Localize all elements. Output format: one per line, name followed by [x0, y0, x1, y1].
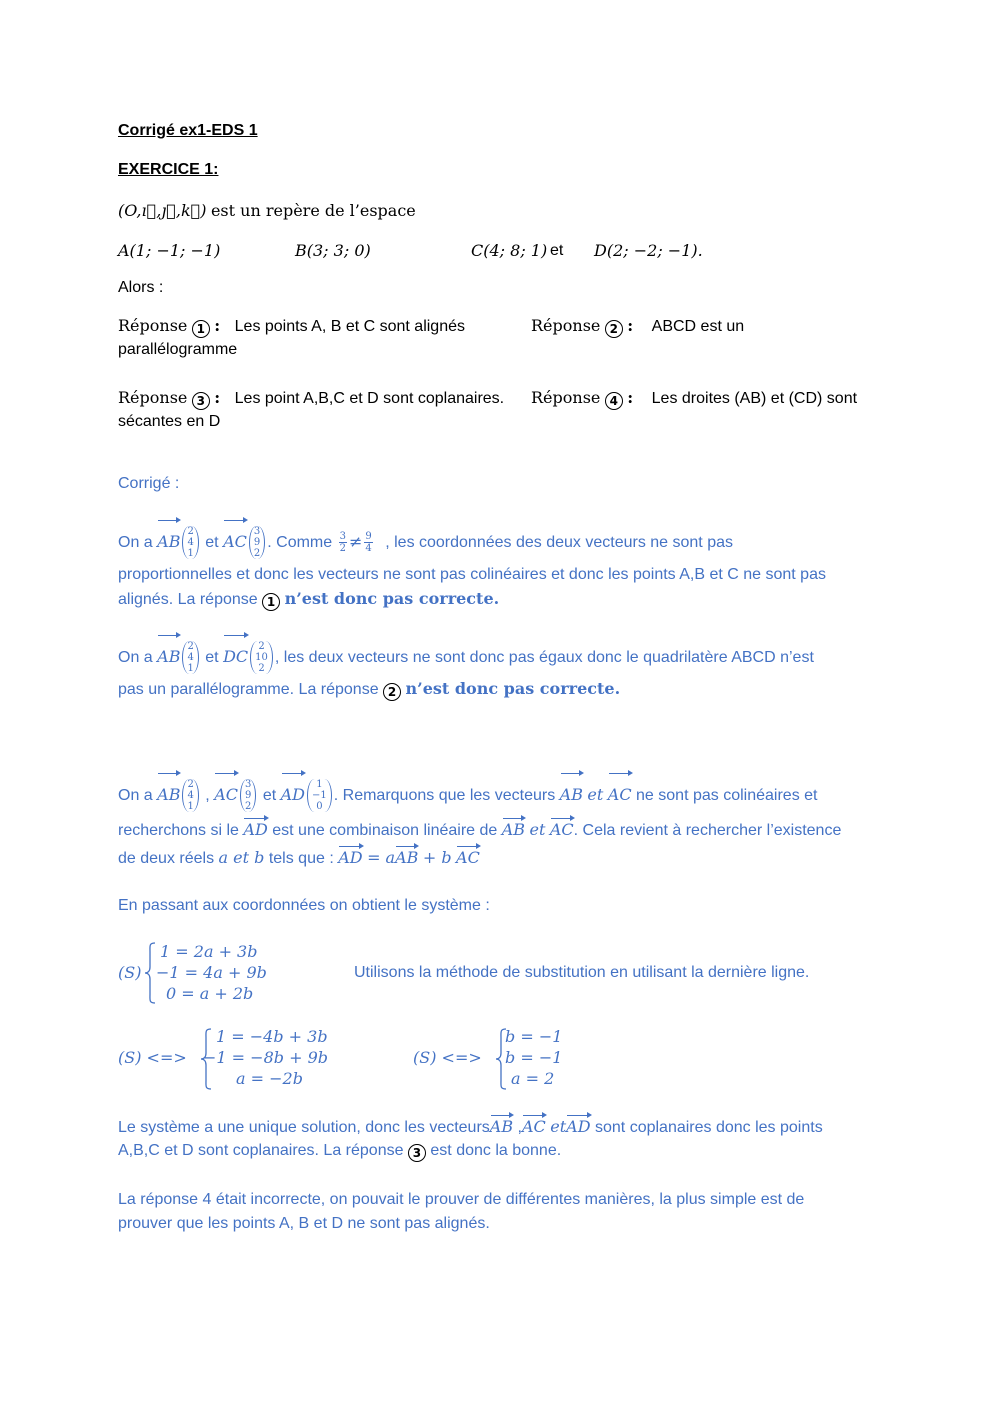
p1-et: et: [205, 534, 219, 551]
vector-ac: AC: [608, 775, 632, 815]
response-2: [531, 316, 744, 338]
points-and: et: [550, 242, 564, 259]
fraction-9-4: $\frac{9}{4}$: [365, 531, 372, 555]
p5-et: et: [550, 1117, 567, 1136]
p3-l2b: est une combinaison linéaire de: [272, 822, 498, 839]
neq-symbol: ≠: [348, 532, 363, 551]
response-3-label: Réponse: [118, 388, 188, 407]
point-d: D(2; −2; −1).: [594, 241, 703, 260]
response-1: [118, 316, 465, 338]
p3-line3: [118, 848, 480, 869]
p1-line3a: alignés. La réponse: [118, 591, 258, 608]
p3-on-a: On a: [118, 787, 153, 804]
vector-ab: AB: [157, 637, 180, 677]
ab-coords: 2 4 1: [182, 526, 198, 559]
p3-l3m: a et b: [218, 848, 265, 867]
system-1: [118, 940, 318, 1010]
p5-line2: [118, 1141, 561, 1162]
vector-ab: AB: [489, 1117, 514, 1136]
circled-number-1: 1: [192, 320, 210, 338]
circled-number-2: 2: [383, 683, 401, 701]
p5-line2a: A,B,C et D sont coplanaires. La réponse: [118, 1142, 404, 1159]
point-c: C(4; 8; 1): [471, 241, 548, 260]
response-2-text: ABCD est un: [651, 318, 745, 335]
p1-comme: . Comme: [267, 534, 333, 551]
response-4: [531, 388, 857, 410]
system-1-label: (S): [118, 963, 142, 982]
dc-coords: 2 10 2: [250, 641, 273, 674]
p3-l2c: . Cela revient à rechercher l’existence: [573, 822, 842, 839]
response-2-label: Réponse: [531, 316, 601, 335]
response-1-label: Réponse: [118, 316, 188, 335]
doc-title: Corrigé ex1-EDS 1: [118, 122, 258, 139]
fraction-3-2: $\frac{3}{2}$: [339, 531, 346, 555]
p3-et-italic: et: [587, 785, 604, 804]
response-2-sep: :: [627, 316, 634, 335]
vector-ab: AB: [157, 522, 180, 562]
p3-l3a: de deux réels: [118, 850, 215, 867]
p2-line2: [118, 679, 620, 701]
vector-ab: AB: [157, 775, 180, 815]
p5-comma: ,: [517, 1119, 522, 1136]
frame-line: [118, 201, 416, 222]
p2-line2a: pas un parallélogramme. La réponse: [118, 681, 379, 698]
p5-line1: [118, 1117, 823, 1138]
vector-ac: AC: [223, 522, 247, 562]
system-1-row-1: 1 = 2a + 3b: [160, 942, 258, 961]
vector-dc: DC: [223, 637, 248, 677]
ac-coords: 3 9 2: [249, 526, 265, 559]
p1-line3: [118, 589, 499, 611]
p1-rest: , les coordonnées des deux vecteurs ne sont pas: [385, 534, 733, 551]
vector-ac: AC: [549, 820, 574, 839]
system-2: [118, 1026, 358, 1096]
point-a: A(1; −1; −1): [118, 241, 221, 260]
ad-coords: 1 −1 0: [307, 779, 332, 812]
vector-ad: AD: [281, 775, 305, 815]
p1-line2: proportionnelles et donc les vecteurs ne sont pas colinéaires et donc les points A,B et C ne sont pas: [118, 566, 826, 583]
response-1-text: Les points A, B et C sont alignés: [234, 318, 465, 335]
system-2-row-3: a = −2b: [236, 1069, 303, 1088]
system-3-label: (S) <=>: [413, 1048, 482, 1067]
circled-number-2: 2: [605, 320, 623, 338]
p2-et: et: [205, 649, 219, 666]
p1-on-a: On a: [118, 534, 153, 551]
frame-text: est un repère de l’espace: [210, 201, 416, 220]
p1-line3b: n’est donc pas correcte.: [284, 589, 500, 608]
system-3-row-2: b = −1: [505, 1048, 563, 1067]
p3-l3b: tels que :: [268, 850, 334, 867]
p5-b: sont coplanaires donc les points: [595, 1119, 823, 1136]
circled-number-3: 3: [192, 392, 210, 410]
response-1-sep: :: [214, 316, 221, 335]
response-4-text: Les droites (AB) et (CD) sont: [651, 390, 858, 407]
brace-icon: [144, 942, 156, 1004]
p3-et: et: [262, 787, 277, 804]
system-2-row-2: −1 = −8b + 9b: [203, 1048, 328, 1067]
p2-on-a: On a: [118, 649, 153, 666]
p5-a: Le système a une unique solution, donc les vecteurs: [118, 1119, 490, 1136]
system-2-label: (S) <=>: [118, 1048, 187, 1067]
circled-number-4: 4: [605, 392, 623, 410]
p3-comma: ,: [205, 787, 210, 804]
point-b: B(3; 3; 0): [295, 241, 371, 260]
p1-line1: [118, 522, 733, 563]
system-2-row-1: 1 = −4b + 3b: [216, 1027, 328, 1046]
p3-l3plus: + b: [422, 848, 452, 867]
vector-ac: AC: [456, 848, 480, 867]
circled-number-1: 1: [262, 593, 280, 611]
response-4-sep: :: [627, 388, 634, 407]
p2-line2b: n’est donc pas correcte.: [405, 679, 621, 698]
response-3: [118, 388, 504, 410]
p6-line2: prouver que les points A, B et D ne sont pas alignés.: [118, 1215, 490, 1232]
p3-rest1: . Remarquons que les vecteurs: [333, 787, 556, 804]
p3-line2: [118, 820, 841, 841]
p6-line1: La réponse 4 était incorrecte, on pouvait le prouver de différentes manières, la plus simple est de: [118, 1191, 805, 1208]
p5-line2b: est donc la bonne.: [430, 1142, 562, 1159]
response-2-cont: parallélogramme: [118, 341, 238, 358]
response-4-cont: sécantes en D: [118, 413, 221, 430]
p2-rest: , les deux vecteurs ne sont donc pas égaux donc le quadrilatère ABCD n’est: [274, 649, 814, 666]
vector-ad: AD: [338, 848, 363, 867]
p3-l2a: recherchons si le: [118, 822, 239, 839]
vector-ad: AD: [243, 820, 268, 839]
alors-text: Alors :: [118, 279, 164, 296]
p4-text: En passant aux coordonnées on obtient le système :: [118, 897, 490, 914]
vector-ad: AD: [566, 1117, 591, 1136]
ab-coords: 2 4 1: [182, 641, 198, 674]
circled-number-3: 3: [408, 1144, 426, 1162]
system-3-row-1: b = −1: [505, 1027, 563, 1046]
exercise-heading: EXERCICE 1:: [118, 161, 219, 178]
system-1-row-3: 0 = a + 2b: [166, 984, 254, 1003]
p3-l3eq: = a: [367, 848, 396, 867]
vector-ab: AB: [560, 775, 583, 815]
ac-coords: 3 9 2: [240, 779, 256, 812]
p3-line1: [118, 775, 817, 816]
response-3-sep: :: [214, 388, 221, 407]
vector-ab: AB: [501, 820, 526, 839]
system-3: [413, 1026, 583, 1096]
p3-rest2: ne sont pas colinéaires et: [636, 787, 818, 804]
p3-et-italic: et: [529, 820, 546, 839]
frame-math: (O,ı⃗,ȷ⃗,k⃗): [118, 201, 207, 220]
system-3-row-3: a = 2: [511, 1069, 555, 1088]
system-1-comment: Utilisons la méthode de substitution en utilisant la dernière ligne.: [354, 964, 810, 981]
response-4-label: Réponse: [531, 388, 601, 407]
vector-ac: AC: [522, 1117, 546, 1136]
vector-ab: AB: [395, 848, 419, 867]
response-3-text: Les point A,B,C et D sont coplanaires.: [234, 390, 505, 407]
ab-coords: 2 4 1: [182, 779, 198, 812]
corrige-label: Corrigé :: [118, 475, 180, 492]
system-1-row-2: −1 = 4a + 9b: [156, 963, 267, 982]
vector-ac: AC: [214, 775, 238, 815]
p2-line1: [118, 637, 814, 678]
